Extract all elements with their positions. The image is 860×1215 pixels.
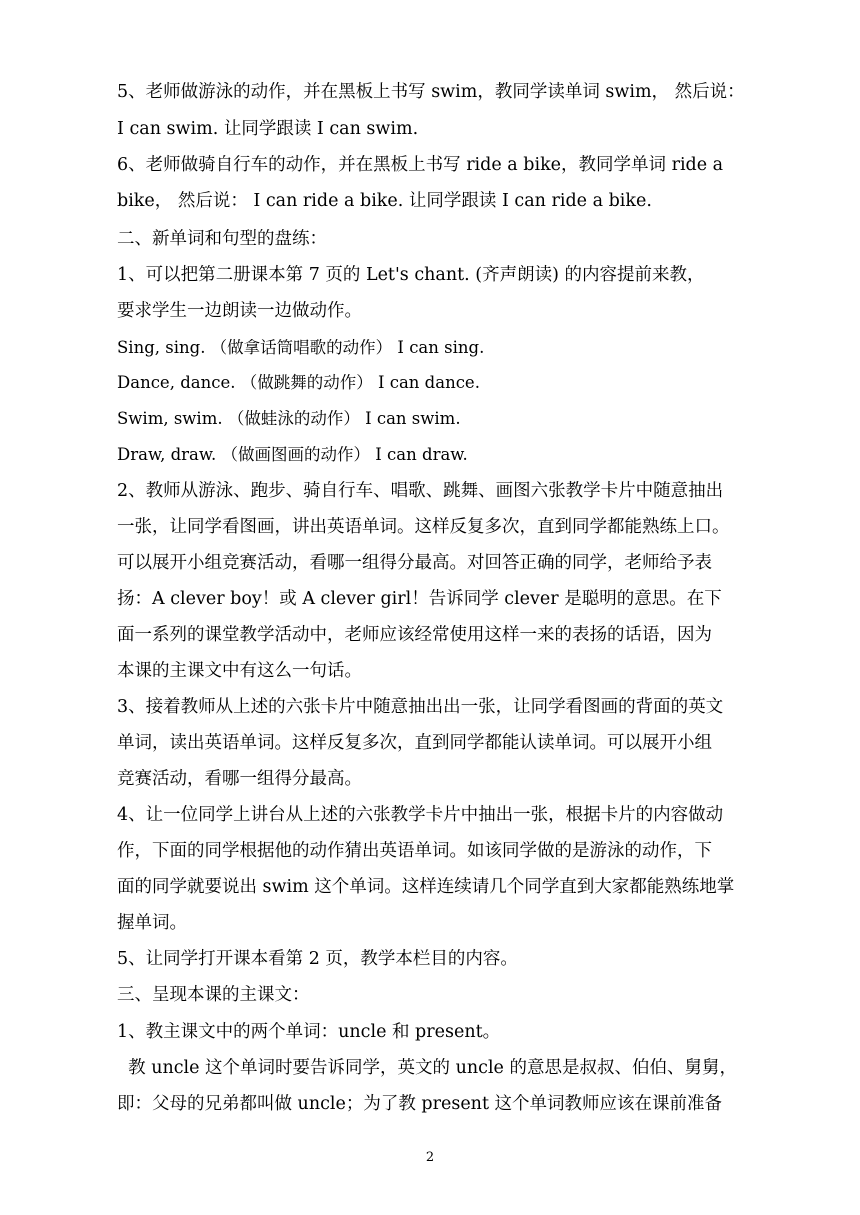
text-line: 2、教师从游泳、跑步、骑自行车、唱歌、跳舞、画图六张教学卡片中随意抽出 [117,481,724,501]
text-line: 竞赛活动，看哪一组得分最高。 [117,769,362,789]
chant-line: Draw, draw. （做画图画的动作） I can draw. [117,445,468,464]
text-line: 5、老师做游泳的动作，并在黑板上书写 swim，教同学读单词 swim， 然后说： [117,82,745,102]
text-line: 3、接着教师从上述的六张卡片中随意抽出出一张，让同学看图画的背面的英文 [117,697,724,717]
text-line: 4、让一位同学上讲台从上述的六张教学卡片中抽出一张，根据卡片的内容做动 [117,805,724,825]
text-line: bike， 然后说： I can ride a bike. 让同学跟读 I can ride a bike. [117,191,652,211]
text-line: 作，下面的同学根据他的动作猜出英语单词。如该同学做的是游泳的动作，下 [117,841,712,861]
text-line: 本课的主课文中有这么一句话。 [117,661,362,681]
text-line: 握单词。 [117,913,187,933]
text-line: 1、可以把第二册课本第 7 页的 Let's chant. (齐声朗读) 的内容提前来教， [117,265,705,285]
text-line: 扬：A clever boy！或 A clever girl！告诉同学 clever 是聪明的意思。在下 [117,589,722,609]
chant-line: Sing, sing. （做拿话筒唱歌的动作） I can sing. [117,338,485,357]
text-line: 教 uncle 这个单词时要告诉同学，英文的 uncle 的意思是叔叔、伯伯、舅舅， [117,1058,737,1078]
text-line: 1、教主课文中的两个单词：uncle 和 present。 [117,1022,501,1042]
text-line: 单词，读出英语单词。这样反复多次，直到同学都能认读单词。可以展开小组 [117,733,712,753]
text-line: 6、老师做骑自行车的动作，并在黑板上书写 ride a bike，教同学单词 ride a [117,155,724,175]
text-line: 一张，让同学看图画，讲出英语单词。这样反复多次，直到同学都能熟练上口。 [117,517,730,537]
page-number: 2 [425,1150,435,1165]
section-heading: 二、新单词和句型的盘练： [117,229,327,249]
text-line: 面的同学就要说出 swim 这个单词。这样连续请几个同学直到大家都能熟练地掌 [117,877,735,897]
chant-line: Swim, swim. （做蛙泳的动作） I can swim. [117,409,461,428]
text-line: I can swim. 让同学跟读 I can swim. [117,119,419,139]
text-line: 面一系列的课堂教学活动中，老师应该经常使用这样一来的表扬的话语，因为 [117,625,712,645]
chant-line: Dance, dance. （做跳舞的动作） I can dance. [117,373,480,392]
text-line: 要求学生一边朗读一边做动作。 [117,301,362,321]
text-line: 即：父母的兄弟都叫做 uncle；为了教 present 这个单词教师应该在课前准备 [117,1094,723,1114]
text-line: 可以展开小组竞赛活动，看哪一组得分最高。对回答正确的同学，老师给予表 [117,553,712,573]
text-line: 5、让同学打开课本看第 2 页，教学本栏目的内容。 [117,949,518,969]
section-heading: 三、呈现本课的主课文： [117,985,310,1005]
